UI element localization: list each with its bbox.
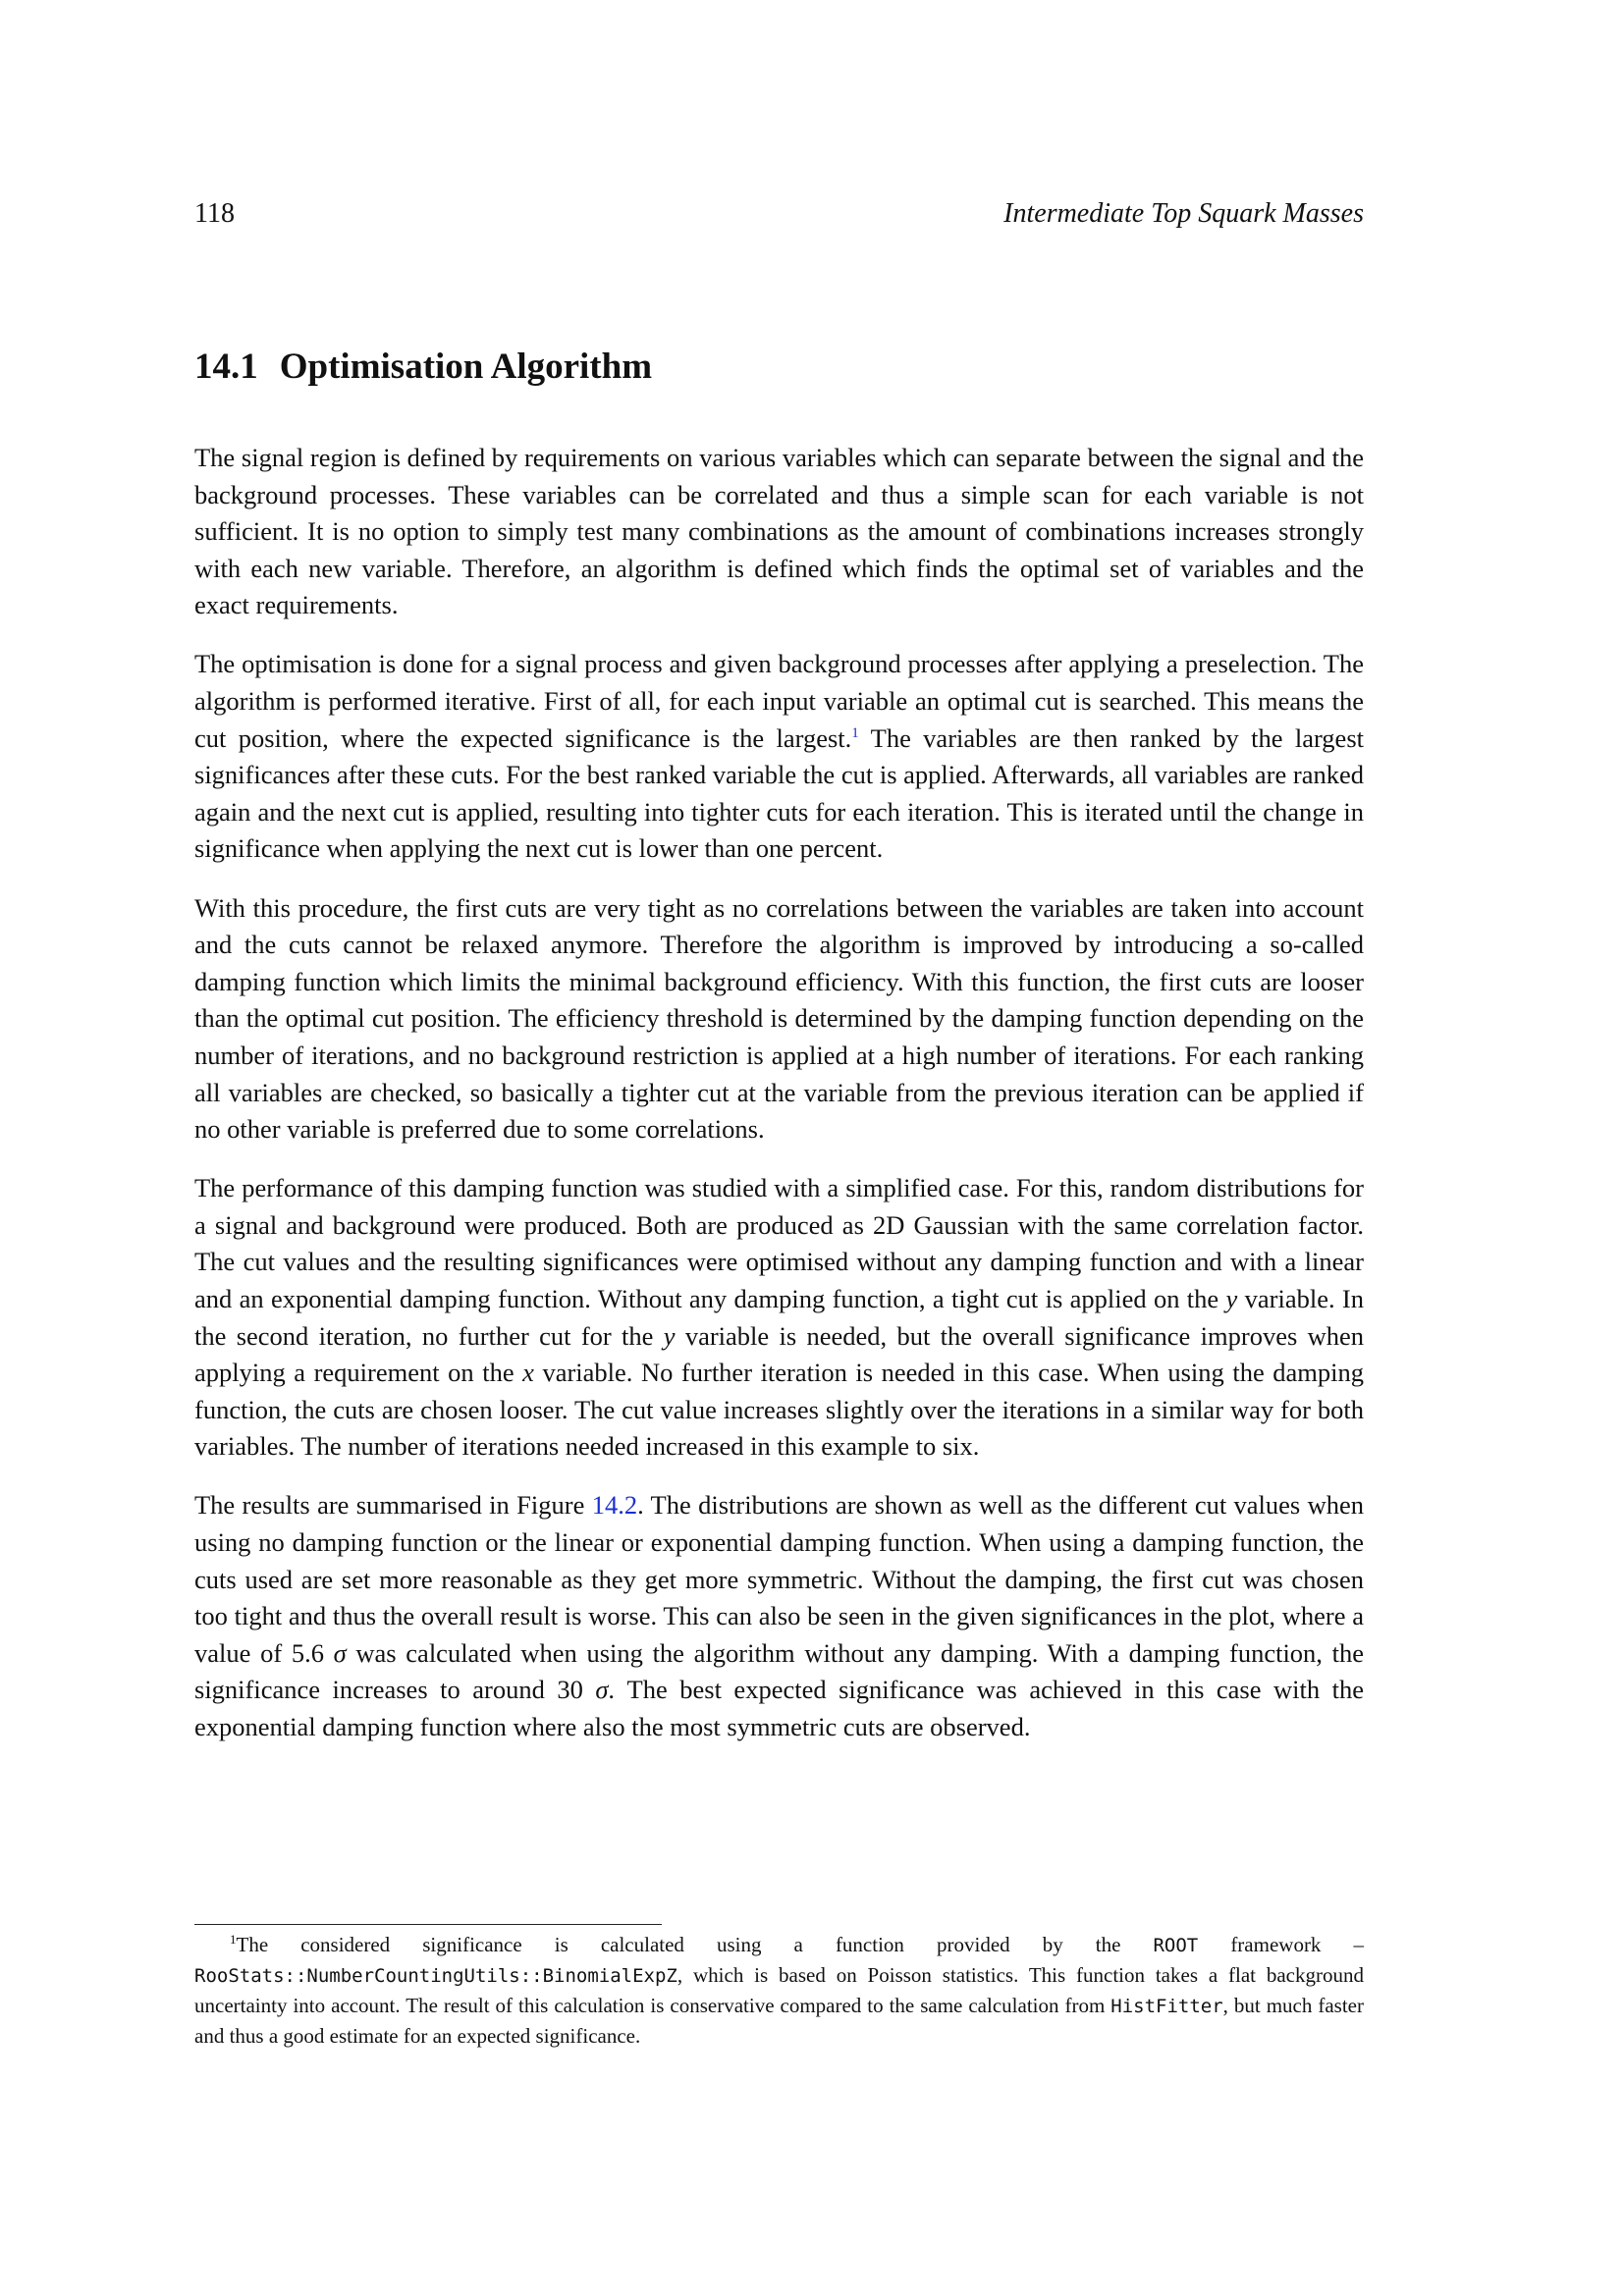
- paragraph: [194, 1487, 1364, 1745]
- math-symbol: y: [1225, 1283, 1238, 1313]
- code-text: RooStats::NumberCountingUtils::BinomialExpZ: [194, 1965, 677, 1987]
- paragraph: [194, 1170, 1364, 1466]
- code-text: ROOT: [1153, 1935, 1199, 1956]
- body-text: [194, 440, 1364, 1768]
- text-segment: variable. In the second iteration, no further cut for the: [194, 1283, 1364, 1351]
- figure-reference-link[interactable]: 14.2: [591, 1490, 638, 1521]
- paragraph: [194, 646, 1364, 868]
- math-symbol: σ: [333, 1637, 347, 1668]
- section-number: 14.1: [194, 347, 258, 387]
- text-segment: framework –: [1198, 1933, 1364, 1956]
- page-number: 118: [194, 198, 235, 229]
- text-segment: The signal region is defined by requirements on various variables which can separate between the signal and the background processes. These variables can be correlated and thus a simple scan for each variable is not sufficient. It is no option to simply test many combinations as the amount of combinations increases strongly with each new variable. Therefore, an algorithm is defined which finds the optimal set of variables and the exact requirements.: [194, 443, 1364, 620]
- text-segment: variable is needed, but the overall significance improves when applying a requirement on the: [194, 1320, 1364, 1388]
- text-segment: , which is based on Poisson statistics. This function takes a flat background uncertainty into account. The result of this calculation is conservative compared to the same calculation from: [194, 1963, 1364, 2017]
- text-segment: was calculated when using the algorithm without any damping. With a damping function, the significance increases to around 30: [194, 1637, 1364, 1705]
- math-symbol: x: [522, 1358, 534, 1388]
- running-title: Intermediate Top Squark Masses: [1003, 198, 1364, 229]
- text-segment: variable. No further iteration is needed in this case. When using the damping function, the cuts are chosen looser. The cut value increases slightly over the iterations in a similar way for both variables. The number of iterations needed increased in this example to six.: [194, 1358, 1364, 1462]
- footnote-marker: 1: [230, 1932, 237, 1947]
- text-segment: The variables are then ranked by the largest significances after these cuts. For the best ranked variable the cut is applied. Afterwards, all variables are ranked again and the next cut is applied, resulting into tighter cuts for each iteration. This is iterated until the change in significance when applying the next cut is lower than one percent.: [194, 722, 1364, 864]
- text-segment: . The distributions are shown as well as the different cut values when using no damping function or the linear or exponential damping function. When using a damping function, the cuts used are set more reasonable as they get more symmetric. Without the damping, the first cut was chosen too tight and thus the overall result is worse. This can also be seen in the given significances in the plot, where a value of 5.6: [194, 1490, 1364, 1668]
- running-header: [194, 198, 1364, 230]
- math-symbol: y: [663, 1320, 676, 1351]
- text-segment: The considered significance is calculated using a function provided by the: [236, 1933, 1154, 1956]
- footnote-text: [194, 1930, 1364, 2051]
- text-segment: The results are summarised in Figure: [194, 1490, 592, 1521]
- section-heading: [194, 346, 652, 388]
- text-segment: . The best expected significance was achieved in this case with the exponential damping function where also the most symmetric cuts are observed.: [194, 1675, 1364, 1741]
- section-title: Optimisation Algorithm: [279, 347, 653, 387]
- text-segment: The performance of this damping function was studied with a simplified case. For this, random distributions for a signal and background were produced. Both are produced as 2D Gaussian with the same correlation factor. The cut values and the resulting significances were optimised without any damping function and with a linear and an exponential damping function. Without any damping function, a tight cut is applied on the: [194, 1173, 1364, 1313]
- math-symbol: σ: [595, 1675, 609, 1705]
- footnote: [194, 1930, 1364, 2051]
- text-segment: , but much faster and thus a good estimate for an expected significance.: [194, 1994, 1364, 2048]
- paragraph: [194, 440, 1364, 624]
- text-segment: The optimisation is done for a signal process and given background processes after applying a preselection. The algorithm is performed iterative. First of all, for each input variable an optimal cut is searched. This means the cut position, where the expected significance is the largest.: [194, 649, 1364, 753]
- code-text: HistFitter: [1110, 1996, 1223, 2017]
- paragraph: [194, 890, 1364, 1148]
- text-segment: With this procedure, the first cuts are very tight as no correlations between the variables are taken into account and the cuts cannot be relaxed anymore. Therefore the algorithm is improved by introducing a so-called damping function which limits the minimal background efficiency. With this function, the first cuts are looser than the optimal cut position. The efficiency threshold is determined by the damping function depending on the number of iterations, and no background restriction is applied at a high number of iterations. For each ranking all variables are checked, so basically a tighter cut at the variable from the previous iteration can be applied if no other variable is preferred due to some correlations.: [194, 892, 1364, 1145]
- footnote-rule: [194, 1924, 662, 1925]
- footnote-marker[interactable]: 1: [851, 724, 859, 741]
